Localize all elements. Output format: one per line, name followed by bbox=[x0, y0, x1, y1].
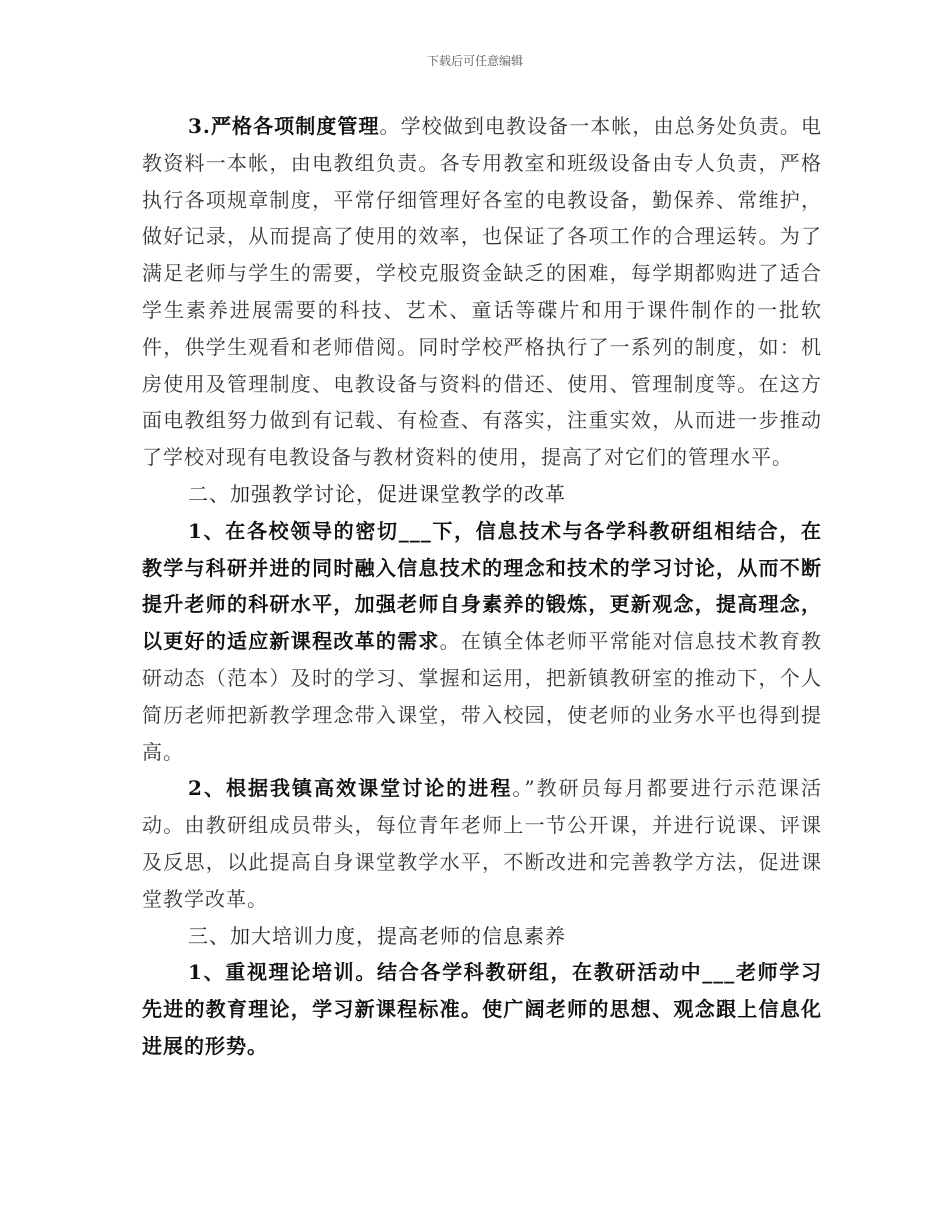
section-heading-teaching-research: 二、加强教学讨论，促进课堂教学的改革 bbox=[188, 481, 566, 506]
paragraph-text: 。在镇全体老师平常能对信息技术教育教研动态（范本）及时的学习、掌握和运用，把新镇教研室的推动下，个人简历老师把新教学理念带入课堂，带入校园，使老师的业务水平也得到提高。 bbox=[142, 629, 823, 764]
page-header: 下载后可任意编辑 bbox=[426, 54, 523, 68]
paragraph-management bbox=[142, 108, 822, 476]
paragraph-efficient-classroom bbox=[142, 770, 822, 917]
paragraph-lead-bold: 2、根据我镇高效课堂讨论的进程 bbox=[188, 776, 513, 801]
document-body bbox=[142, 108, 822, 1065]
paragraph-text: 。学校做到电教设备一本帐，由总务处负责。电教资料一本帐，由电教组负责。各专用教室和班级设备由专人负责，严格执行各项规章制度，平常仔细管理好各室的电教设备，勤保养、常维护，做好记录，从而提高了使用的效率，也保证了各项工作的合理运转。为了满足老师与学生的需要，学校克服资金缺乏的困难，每学期都购进了适合学生素养进展需要的科技、艺术、童话等碟片和用于课件制作的一批软件，供学生观看和老师借阅。同时学校严格执行了一系列的制度，如：机房使用及管理制度、电教设备与资料的借还、使用、管理制度等。在这方面电教组努力做到有记载、有检查、有落实，注重实效，从而进一步推动了学校对现有电教设备与教材资料的使用，提高了对它们的管理水平。 bbox=[142, 114, 823, 470]
paragraph-lead-bold: 1、在各校领导的密切___下，信息技术与各学科教研组相结合，在教学与科研并进的同时融入信息技术的理念和技术的学习讨论，从而不断提升老师的科研水平，加强老师自身素养的锻炼，更新观念，提高理念，以更好的适应新课程改革的需求 bbox=[142, 518, 822, 654]
paragraph-lead-bold: 1、重视理论培训。结合各学科教研组，在教研活动中___老师学习先进的教育理论，学习新课程标准。使广阔老师的思想、观念跟上信息化进展的形势。 bbox=[142, 960, 822, 1058]
paragraph-leadership bbox=[142, 513, 822, 771]
paragraph-lead-bold: 3.严格各项制度管理 bbox=[188, 114, 380, 138]
paragraph-text: 。”教研员每月都要进行示范课活动。由教研组成员带头，每位青年老师上一节公开课，并进行说课、评课及反思，以此提高自身课堂教学水平，不断改进和完善教学方法，促进课堂教学改革。 bbox=[142, 776, 822, 911]
section-heading-training: 三、加大培训力度，提高老师的信息素养 bbox=[188, 923, 566, 948]
paragraph-theory-training bbox=[142, 954, 822, 1064]
